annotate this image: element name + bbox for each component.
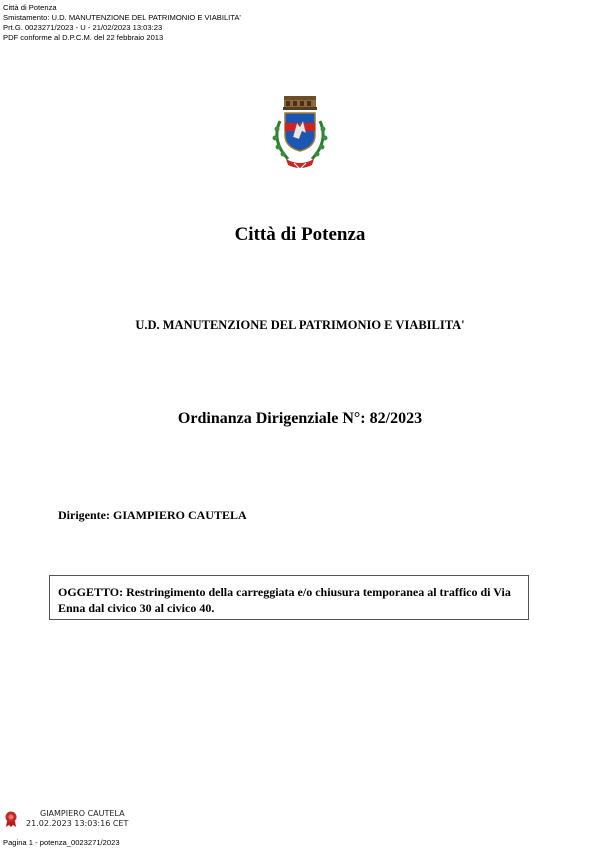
protocol-stamp-header: [3, 3, 241, 43]
signature-datetime: 21.02.2023 13:03:16 CET: [26, 819, 129, 828]
office-name: U.D. MANUTENZIONE DEL PATRIMONIO E VIABILITA': [135, 318, 465, 332]
stamp-line-city: Città di Potenza: [3, 3, 57, 12]
subject-label: OGGETTO:: [58, 585, 124, 599]
stamp-line-routing: Smistamento: U.D. MANUTENZIONE DEL PATRIMONIO E VIABILITA': [3, 13, 241, 22]
digital-signature: [4, 808, 144, 832]
ordinance-number: Ordinanza Dirigenziale N°: 82/2023: [177, 410, 423, 427]
subject-box: [49, 575, 529, 620]
signature-seal-icon: [4, 810, 18, 828]
city-title: Città di Potenza: [234, 224, 366, 245]
manager-name: Dirigente: GIAMPIERO CAUTELA: [58, 508, 247, 522]
stamp-line-protocol: Prt.G. 0023271/2023 - U - 21/02/2023 13:03:23: [3, 23, 163, 32]
subject-text: Restringimento della carreggiata e/o chiusura temporanea al traffico di Via Enna dal civico 30 al civico 40.: [58, 585, 511, 615]
signer-name: GIAMPIERO CAUTELA: [40, 809, 125, 818]
coat-of-arms-icon: [266, 93, 334, 173]
page-footer: Pagina 1 - potenza_0023271/2023: [3, 838, 120, 847]
stamp-line-compliance: PDF conforme al D.P.C.M. del 22 febbraio 2013: [3, 33, 164, 42]
